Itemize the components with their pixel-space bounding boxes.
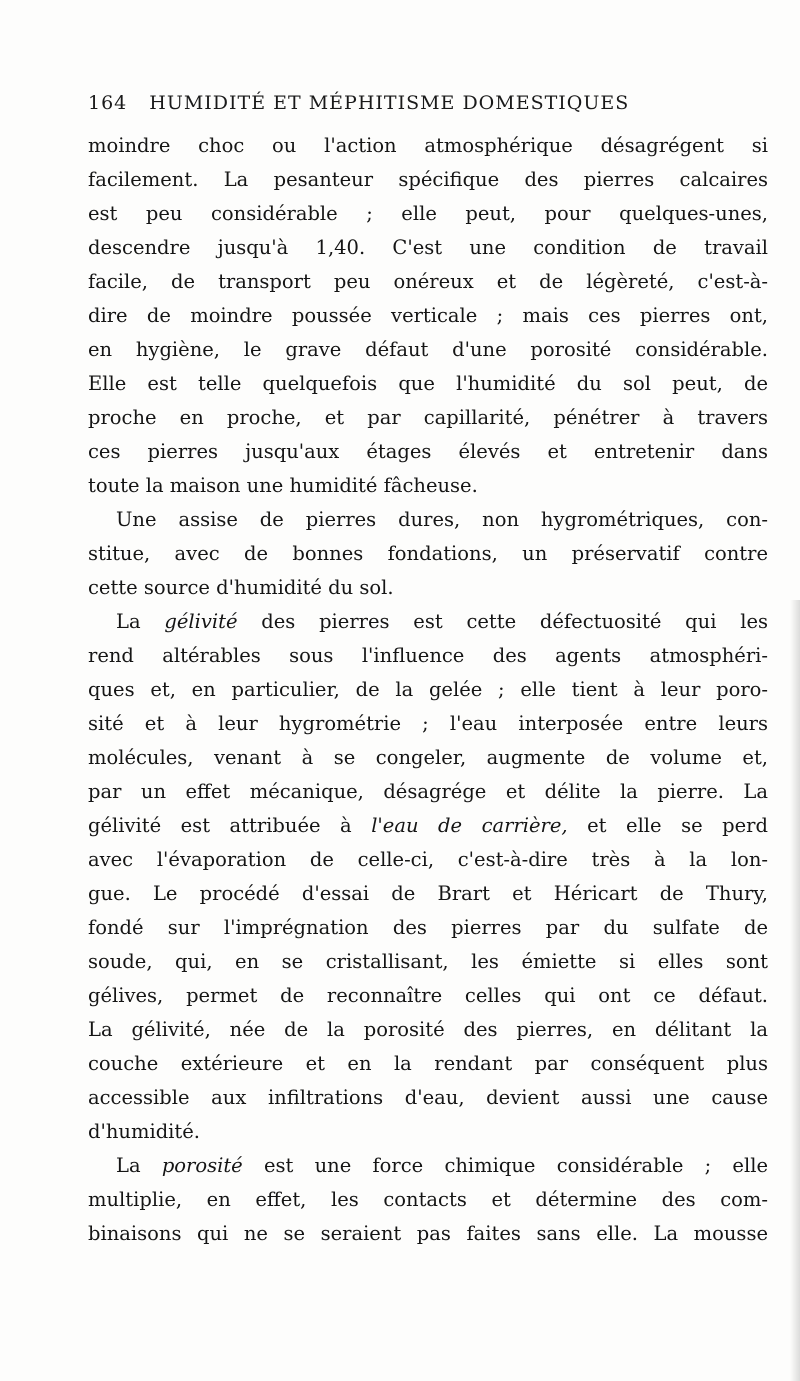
text-line [88, 775, 768, 809]
text-run: proche en proche, et par capillarité, pénétrer à travers [88, 406, 768, 429]
text-line [88, 571, 768, 605]
text-run: stitue, avec de bonnes fondations, un préservatif contre [88, 542, 768, 565]
text-run: descendre jusqu'à 1,40. C'est une condition de travail [88, 236, 768, 259]
text-line [88, 265, 768, 299]
text-line [88, 537, 768, 571]
text-run: La [116, 1154, 162, 1177]
text-line [88, 1115, 768, 1149]
text-run: facilement. La pesanteur spécifique des pierres calcaires [88, 168, 768, 191]
text-line [88, 197, 768, 231]
running-title: HUMIDITÉ ET MÉPHITISME DOMESTIQUES [149, 92, 630, 114]
text-line [88, 401, 768, 435]
text-line [88, 1013, 768, 1047]
page-number: 164 [88, 92, 128, 114]
text-run: toute la maison une humidité fâcheuse. [88, 474, 478, 497]
text-run: dire de moindre poussée verticale ; mais ces pierres ont, [88, 304, 768, 327]
text-line [88, 605, 768, 639]
text-line [88, 877, 768, 911]
italic-term: porosité [161, 1154, 243, 1177]
text-line [88, 333, 768, 367]
running-header [88, 92, 738, 114]
text-line [88, 231, 768, 265]
text-run: sité et à leur hygrométrie ; l'eau interposée entre leurs [88, 712, 768, 735]
text-run: gélives, permet de reconnaître celles qui ont ce défaut. [88, 984, 768, 1007]
text-line [88, 707, 768, 741]
text-run: est une force chimique considérable ; elle [242, 1154, 768, 1177]
text-line [88, 129, 768, 163]
text-run: soude, qui, en se cristallisant, les émiette si elles sont [88, 950, 768, 973]
text-run: ques et, en particulier, de la gelée ; elle tient à leur poro- [88, 678, 768, 701]
text-run: cette source d'humidité du sol. [88, 576, 394, 599]
page-edge-shadow [790, 600, 800, 1381]
text-run: et elle se perd [567, 814, 768, 837]
text-run: ces pierres jusqu'aux étages élevés et entretenir dans [88, 440, 768, 463]
text-line [88, 1183, 768, 1217]
text-run: rend altérables sous l'influence des agents atmosphéri- [88, 644, 768, 667]
paragraph [88, 503, 768, 605]
text-line [88, 1149, 768, 1183]
text-line [88, 979, 768, 1013]
text-line [88, 945, 768, 979]
text-run: fondé sur l'imprégnation des pierres par du sulfate de [88, 916, 768, 939]
text-line [88, 435, 768, 469]
text-run: La [116, 610, 165, 633]
text-run: moindre choc ou l'action atmosphérique désagrégent si [88, 134, 768, 157]
text-line [88, 1081, 768, 1115]
text-line [88, 163, 768, 197]
text-run: Elle est telle quelquefois que l'humidité du sol peut, de [88, 372, 768, 395]
paragraph [88, 1149, 768, 1251]
text-run: molécules, venant à se congeler, augmente de volume et, [88, 746, 768, 769]
paragraph [88, 605, 768, 1149]
text-line [88, 469, 768, 503]
text-run: des pierres est cette défectuosité qui les [237, 610, 768, 633]
text-run: en hygiène, le grave défaut d'une porosité considérable. [88, 338, 768, 361]
text-line [88, 299, 768, 333]
text-line [88, 809, 768, 843]
text-line [88, 741, 768, 775]
text-line [88, 843, 768, 877]
text-run: d'humidité. [88, 1120, 200, 1143]
text-run: multiplie, en effet, les contacts et détermine des com- [88, 1188, 768, 1211]
text-run: est peu considérable ; elle peut, pour quelques-unes, [88, 202, 768, 225]
text-run: Une assise de pierres dures, non hygrométriques, con- [116, 508, 768, 531]
text-line [88, 911, 768, 945]
text-run: couche extérieure et en la rendant par conséquent plus [88, 1052, 768, 1075]
text-line [88, 1047, 768, 1081]
text-line [88, 367, 768, 401]
body-text [88, 129, 768, 1251]
text-line [88, 673, 768, 707]
text-run: par un effet mécanique, désagrége et délite la pierre. La [88, 780, 768, 803]
text-run: La gélivité, née de la porosité des pierres, en délitant la [88, 1018, 768, 1041]
text-run: gélivité est attribuée à [88, 814, 372, 837]
text-run: facile, de transport peu onéreux et de légèreté, c'est-à- [88, 270, 768, 293]
text-run: gue. Le procédé d'essai de Brart et Héricart de Thury, [88, 882, 768, 905]
paragraph [88, 129, 768, 503]
italic-term: l'eau de carrière, [371, 814, 568, 837]
text-line [88, 503, 768, 537]
text-run: accessible aux infiltrations d'eau, devient aussi une cause [88, 1086, 768, 1109]
italic-term: gélivité [164, 610, 238, 633]
text-run: binaisons qui ne se seraient pas faites sans elle. La mousse [88, 1222, 768, 1245]
text-run: avec l'évaporation de celle-ci, c'est-à-dire très à la lon- [88, 848, 768, 871]
text-line [88, 639, 768, 673]
text-line [88, 1217, 768, 1251]
